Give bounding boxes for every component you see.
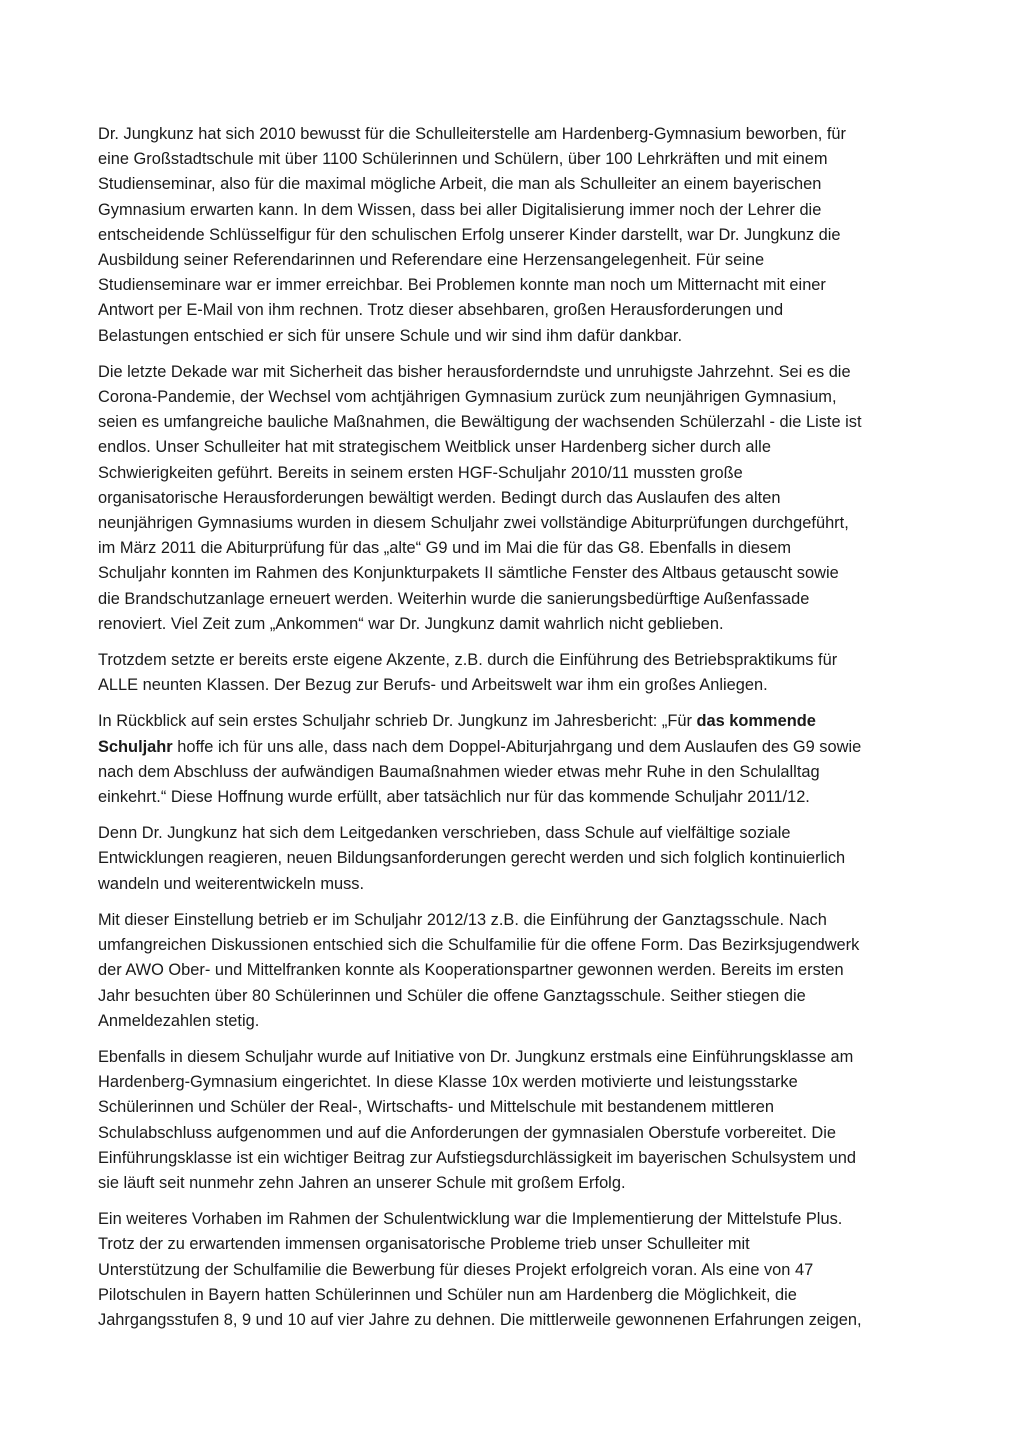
paragraph-guiding-principle: Denn Dr. Jungkunz hat sich dem Leitgedanken verschrieben, dass Schule auf vielfältige soziale Entwicklungen reagieren, neuen Bildungsanforderungen gerecht werden und sich folglich kontinuierlich wandeln und weiterentwickeln muss. xyxy=(98,824,846,893)
paragraph-all-day-school: Mit dieser Einstellung betrieb er im Schuljahr 2012/13 z.B. die Einführung der Ganztagsschule. Nach umfangreichen Diskussionen entschied sich die Schulfamilie für die offene Form. Das Bezirksjugendwerk der AWO Ober- und Mittelfranken konnte als Kooperationspartner gewonnen werden. Bereits im ersten Jahr besuchten über 80 Schülerinnen und Schüler die offene Ganztagsschule. Seither stiegen die Anmeldezahlen stetig. xyxy=(98,910,860,1030)
quote-bold-phrase: das kommende Schuljahr xyxy=(98,712,816,756)
paragraph-mittelstufe-plus: Ein weiteres Vorhaben im Rahmen der Schulentwicklung war die Implementierung der Mittelstufe Plus. Trotz der zu erwartenden immensen organisatorische Probleme trieb unser Schulleiter mit Unterstützung der Schulfamilie die Bewerbung für dieses Projekt erfolgreich voran. Als eine von 47 Pilotschulen in Bayern hatten Schülerinnen und Schüler nun am Hardenberg die Möglichkeit, die Jahrgangsstufen 8, 9 und 10 auf vier Jahre zu dehnen. Die mittlerweile gewonnenen Erfahrungen zeigen, xyxy=(98,1210,862,1329)
document-body xyxy=(98,122,906,1344)
paragraph-appointment: Dr. Jungkunz hat sich 2010 bewusst für die Schulleiterstelle am Hardenberg-Gymnasium beworben, für eine Großstadtschule mit über 1100 Schülerinnen und Schülern, über 100 Lehrkräften und mit einem Studienseminar, also für die maximal mögliche Arbeit, die man als Schulleiter an einem bayerischen Gymnasium erwarten kann. In dem Wissen, dass bei aller Digitalisierung immer noch der Lehrer die entscheidende Schlüsselfigur für den schulischen Erfolg unserer Kinder darstellt, war Dr. Jungkunz die Ausbildung seiner Referendarinnen und Referendare eine Herzensangelegenheit. Für seine Studienseminare war er immer erreichbar. Bei Problemen konnte man noch um Mitternacht mit einer Antwort per E-Mail von ihm rechnen. Trotz dieser absehbaren, großen Herausforderungen und Belastungen entschied er sich für unsere Schule und wir sind ihm dafür dankbar. xyxy=(98,125,846,345)
quote-rest: hoffe ich für uns alle, dass nach dem Doppel-Abiturjahrgang und dem Auslaufen des G9 sowie nach dem Abschluss der aufwändigen Baumaßnahmen wieder etwas mehr Ruhe in den Schulalltag einkehrt.“ Diese Hoffnung wurde erfüllt, aber tatsächlich nur für das kommende Schuljahr 2011/12. xyxy=(98,737,862,807)
paragraph-introductory-class: Ebenfalls in diesem Schuljahr wurde auf Initiative von Dr. Jungkunz erstmals eine Einführungsklasse am Hardenberg-Gymnasium eingerichtet. In diese Klasse 10x werden motivierte und leistungsstarke Schülerinnen und Schüler der Real-, Wirtschafts- und Mittelschule mit bestandenem mittleren Schulabschluss aufgenommen und auf die Anforderungen der gymnasialen Oberstufe vorbereitet. Die Einführungsklasse ist ein wichtiger Beitrag zur Aufstiegsdurchlässigkeit im bayerischen Schulsystem und sie läuft seit nunmehr zehn Jahren an unserer Schule mit großem Erfolg. xyxy=(98,1047,856,1192)
paragraph-annual-report-quote xyxy=(98,709,906,810)
paragraph-accents: Trotzdem setzte er bereits erste eigene Akzente, z.B. durch die Einführung des Betriebspraktikums für ALLE neunten Klassen. Der Bezug zur Berufs- und Arbeitswelt war ihm ein großes Anliegen. xyxy=(98,651,838,695)
quote-intro: In Rückblick auf sein erstes Schuljahr schrieb Dr. Jungkunz im Jahresbericht: „Für xyxy=(98,712,697,731)
paragraph-decade: Die letzte Dekade war mit Sicherheit das bisher herausforderndste und unruhigste Jahrzehnt. Sei es die Corona-Pandemie, der Wechsel vom achtjährigen Gymnasium zurück zum neunjährigen Gymnasium, seien es umfangreiche bauliche Maßnahmen, die Bewältigung der wachsenden Schülerzahl - die Liste ist endlos. Unser Schulleiter hat mit strategischem Weitblick unser Hardenberg sicher durch alle Schwierigkeiten geführt. Bereits in seinem ersten HGF-Schuljahr 2010/11 mussten große organisatorische Herausforderungen bewältigt werden. Bedingt durch das Auslaufen des alten neunjährigen Gymnasiums wurden in diesem Schuljahr zwei vollständige Abiturprüfungen durchgeführt, im März 2011 die Abiturprüfung für das „alte“ G9 und im Mai die für das G8. Ebenfalls in diesem Schuljahr konnten im Rahmen des Konjunkturpakets II sämtliche Fenster des Altbaus getauscht sowie die Brandschutzanlage erneuert werden. Weiterhin wurde die sanierungsbedürftige Außenfassade renoviert. Viel Zeit zum „Ankommen“ war Dr. Jungkunz damit wahrlich nicht geblieben. xyxy=(98,362,862,633)
